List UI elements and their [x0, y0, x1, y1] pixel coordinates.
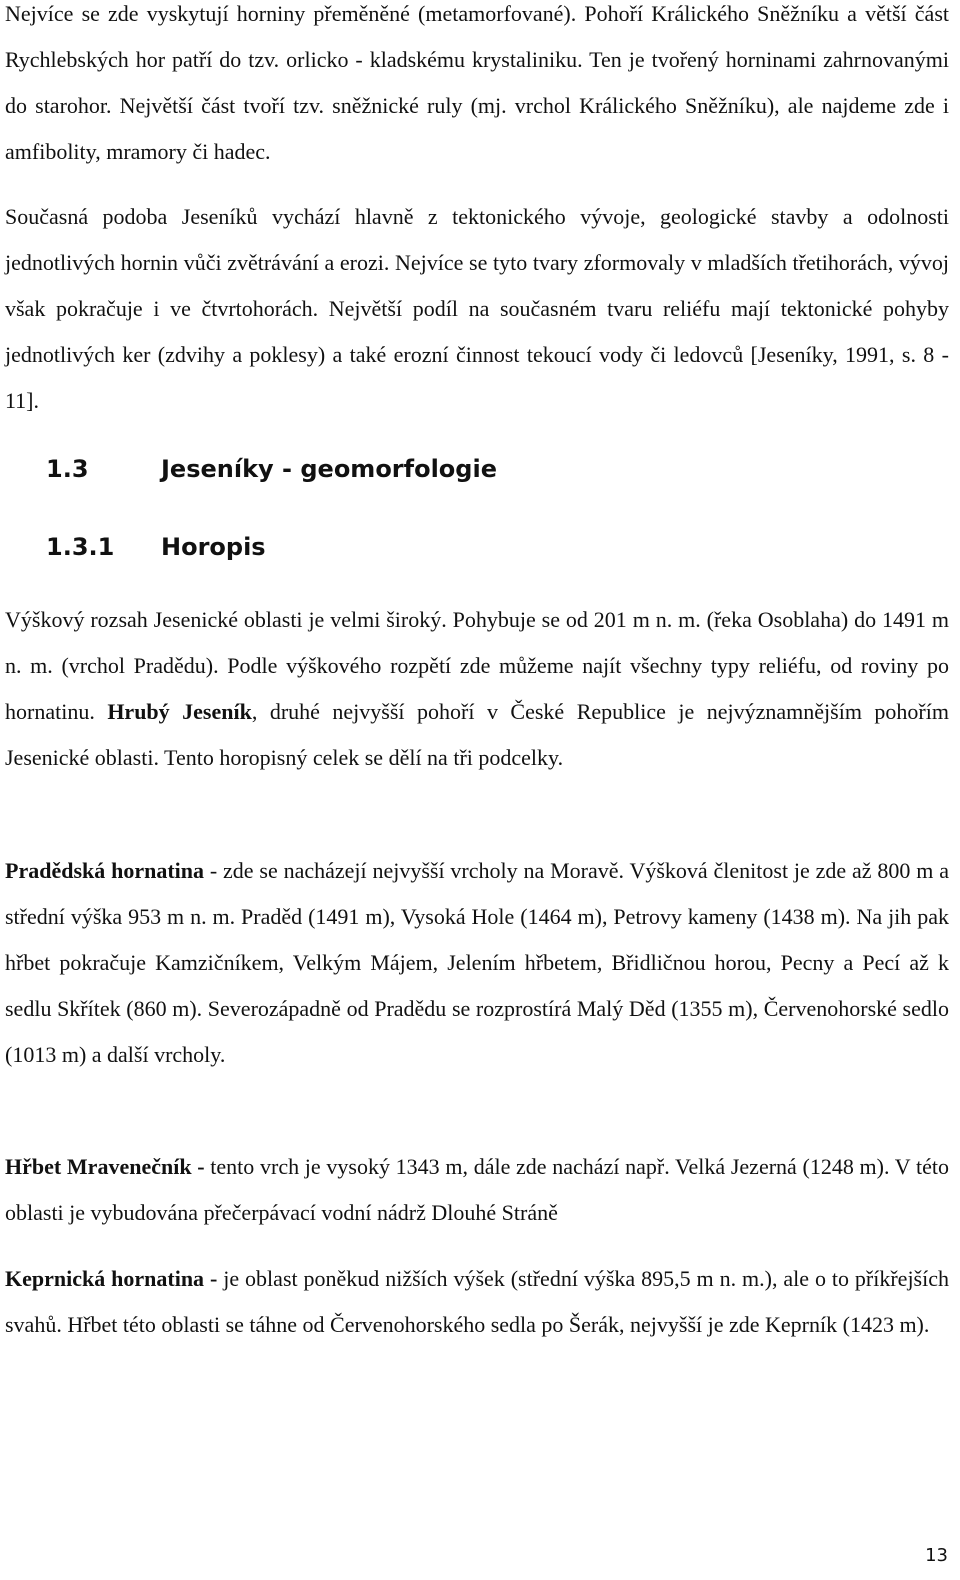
paragraph-tectonics-text: Současná podoba Jeseníků vychází hlavně z tektonického vývoje, geologické stavby a odolnosti jednotlivých hornin vůči zvětrávání a erozi. Nejvíce se tyto tvary zformovaly v mladších třetihorách, vývoj však pokračuje i ve čtvrtohorách. Největší podíl na současném tvaru reliéfu mají tektonické pohyby jednotlivých ker (zdvihy a poklesy) a také erozní činnost tekoucí vody či ledovců [Jeseníky, 1991, s. 8 - 11].: [5, 204, 949, 413]
paragraph-mravenecnik-title: Hřbet Mravenečník -: [5, 1154, 205, 1179]
paragraph-geology-text: Nejvíce se zde vyskytují horniny přeměněné (metamorfované). Pohoří Králického Sněžníku a větší část Rychlebských hor patří do tzv. orlicko - kladskému krystaliniku. Ten je tvořený horninami zahrnovanými do starohor. Největší část tvoří tzv. sněžnické ruly (mj. vrchol Králického Sněžníku), ale najdeme zde i amfibolity, mramory či hadec.: [5, 1, 949, 164]
paragraph-mravenecnik: [5, 1144, 949, 1236]
section-heading: [46, 455, 497, 483]
paragraph-keprnicka-text: je oblast poněkud nižších výšek (střední výška 895,5 m n. m.), ale o to příkřejších svahů. Hřbet této oblasti se táhne od Červenohorského sedla po Šerák, nejvyšší je zde Keprník (1423 m).: [5, 1266, 950, 1337]
page-number: 13: [925, 1545, 948, 1566]
paragraph-tectonics: [5, 194, 949, 424]
paragraph-horopis: [5, 597, 949, 781]
subsection-number: 1.3.1: [46, 533, 115, 561]
paragraph-geology: [5, 0, 949, 175]
paragraph-mravenecnik-text: tento vrch je vysoký 1343 m, dále zde nachází např. Velká Jezerná (1248 m). V této oblasti je vybudována přečerpávací vodní nádrž Dlouhé Stráně: [5, 1154, 949, 1225]
paragraph-horopis-bold: Hrubý Jeseník: [107, 699, 252, 724]
section-number: 1.3: [46, 455, 89, 483]
paragraph-horopis-text-b: , druhé nejvyšší pohoří v České Republice je nejvýznamnějším pohořím Jesenické oblasti. Tento horopisný celek se dělí na tři podcelky.: [5, 699, 949, 770]
paragraph-pradedska-title: Pradědská hornatina: [5, 858, 204, 883]
subsection-heading: [46, 533, 266, 561]
section-title: Jeseníky - geomorfologie: [161, 455, 497, 483]
paragraph-keprnicka: [5, 1256, 949, 1348]
paragraph-keprnicka-title: Keprnická hornatina -: [5, 1266, 218, 1291]
subsection-title: Horopis: [161, 533, 266, 561]
paragraph-pradedska: [5, 848, 949, 1078]
paragraph-horopis-text-a: Výškový rozsah Jesenické oblasti je velmi široký. Pohybuje se od 201 m n. m. (řeka Osoblaha) do 1491 m n. m. (vrchol Pradědu). Podle výškového rozpětí zde můžeme najít všechny typy reliéfu, od roviny po hornatinu.: [5, 607, 949, 724]
paragraph-pradedska-text: - zde se nacházejí nejvyšší vrcholy na Moravě. Výšková členitost je zde až 800 m a střední výška 953 m n. m. Praděd (1491 m), Vysoká Hole (1464 m), Petrovy kameny (1438 m). Na jih pak hřbet pokračuje Kamzičníkem, Velkým Májem, Jelením hřbetem, Břidličnou horou, Pecny a Pecí až k sedlu Skřítek (860 m). Severozápadně od Pradědu se rozprostírá Malý Děd (1355 m), Červenohorské sedlo (1013 m) a další vrcholy.: [5, 858, 949, 1067]
